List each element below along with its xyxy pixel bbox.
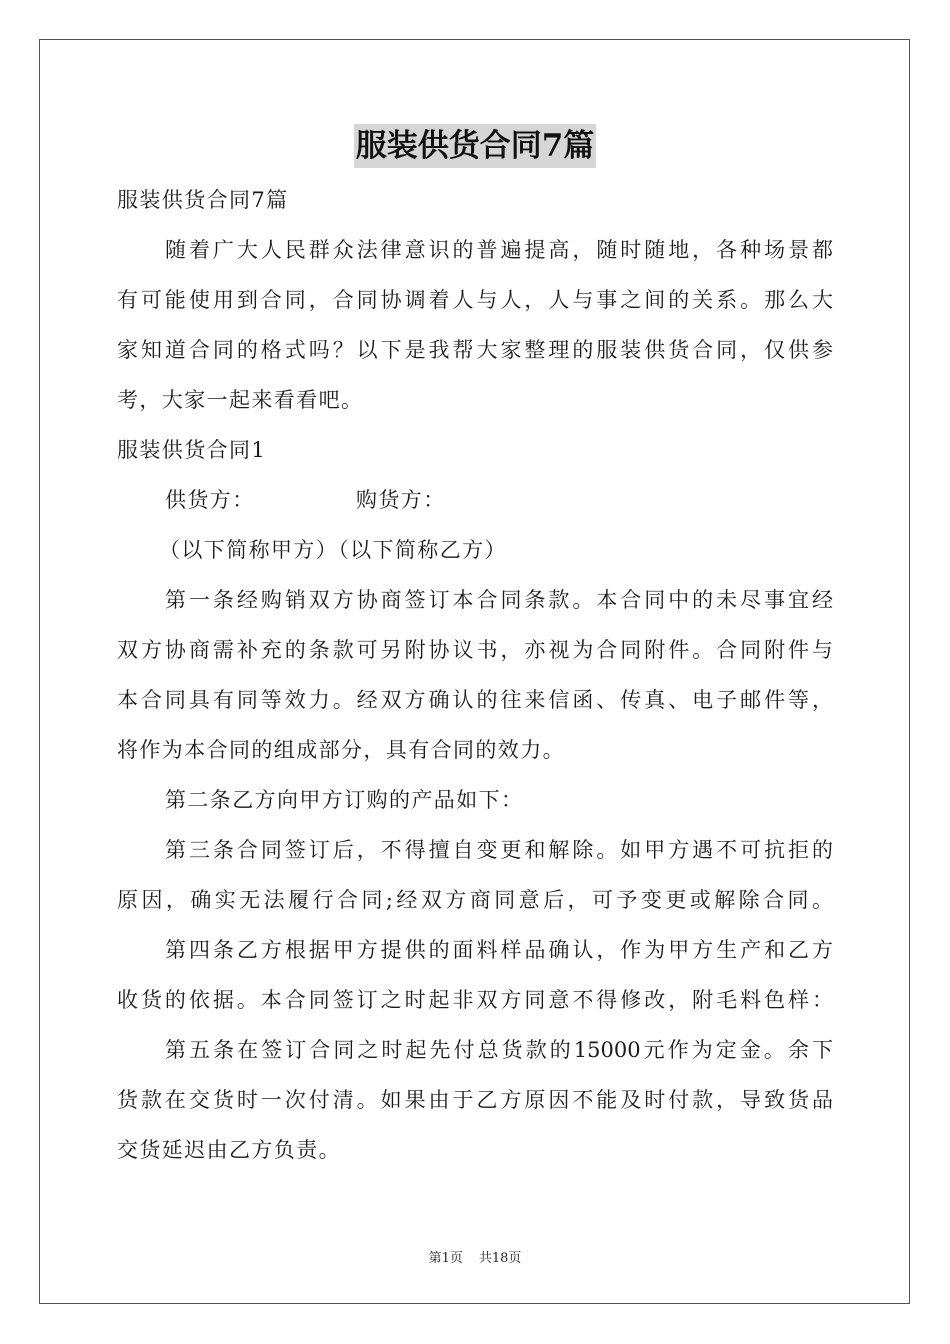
article-5-line-2: 货款在交货时一次付清。如果由于乙方原因不能及时付款，导致货品	[117, 1088, 833, 1112]
article-4-line-2: 收货的依据。本合同签订之时起非双方同意不得修改，附毛料色样：	[117, 988, 833, 1012]
parties-abbrev-line: （以下简称甲方）（以下简称乙方）	[159, 538, 507, 562]
article-1-line-3: 本合同具有同等效力。经双方确认的往来信函、传真、电子邮件等，	[117, 688, 833, 712]
page-number: 第1页	[428, 1251, 463, 1266]
page-total: 共18页	[478, 1251, 522, 1266]
intro-line-2: 有可能使用到合同，合同协调着人与人，人与事之间的关系。那么大	[117, 288, 833, 312]
article-5-line-3: 交货延迟由乙方负责。	[117, 1138, 341, 1162]
article-2-line-1: 第二条乙方向甲方订购的产品如下：	[165, 788, 524, 812]
page-footer	[0, 1247, 950, 1266]
supplier-label: 供货方：	[165, 488, 255, 512]
parties-line	[117, 475, 833, 525]
title-container	[0, 124, 950, 168]
article-3-line-2: 原因，确实无法履行合同;经双方商同意后，可予变更或解除合同。	[117, 888, 833, 912]
subtitle-line: 服装供货合同7篇	[117, 188, 289, 212]
buyer-label: 购货方：	[356, 488, 446, 512]
article-3-line-1: 第三条合同签订后，不得擅自变更和解除。如甲方遇不可抗拒的	[165, 838, 833, 862]
document-body	[117, 175, 833, 1175]
article-1-line-1: 第一条经购销双方协商签订本合同条款。本合同中的未尽事宜经	[165, 588, 833, 612]
intro-line-3: 家知道合同的格式吗？以下是我帮大家整理的服装供货合同，仅供参	[117, 338, 833, 362]
article-5-line-1: 第五条在签订合同之时起先付总货款的15000元作为定金。余下	[165, 1038, 833, 1062]
intro-line-4: 考，大家一起来看看吧。	[117, 388, 364, 412]
article-1-line-4: 将作为本合同的组成部分，具有合同的效力。	[117, 738, 565, 762]
section-heading-1: 服装供货合同1	[117, 438, 267, 462]
article-1-line-2: 双方协商需补充的条款可另附协议书，亦视为合同附件。合同附件与	[117, 638, 833, 662]
intro-line-1: 随着广大人民群众法律意识的普遍提高，随时随地，各种场景都	[165, 238, 833, 262]
document-title: 服装供货合同7篇	[354, 124, 597, 168]
article-4-line-1: 第四条乙方根据甲方提供的面料样品确认，作为甲方生产和乙方	[165, 938, 833, 962]
